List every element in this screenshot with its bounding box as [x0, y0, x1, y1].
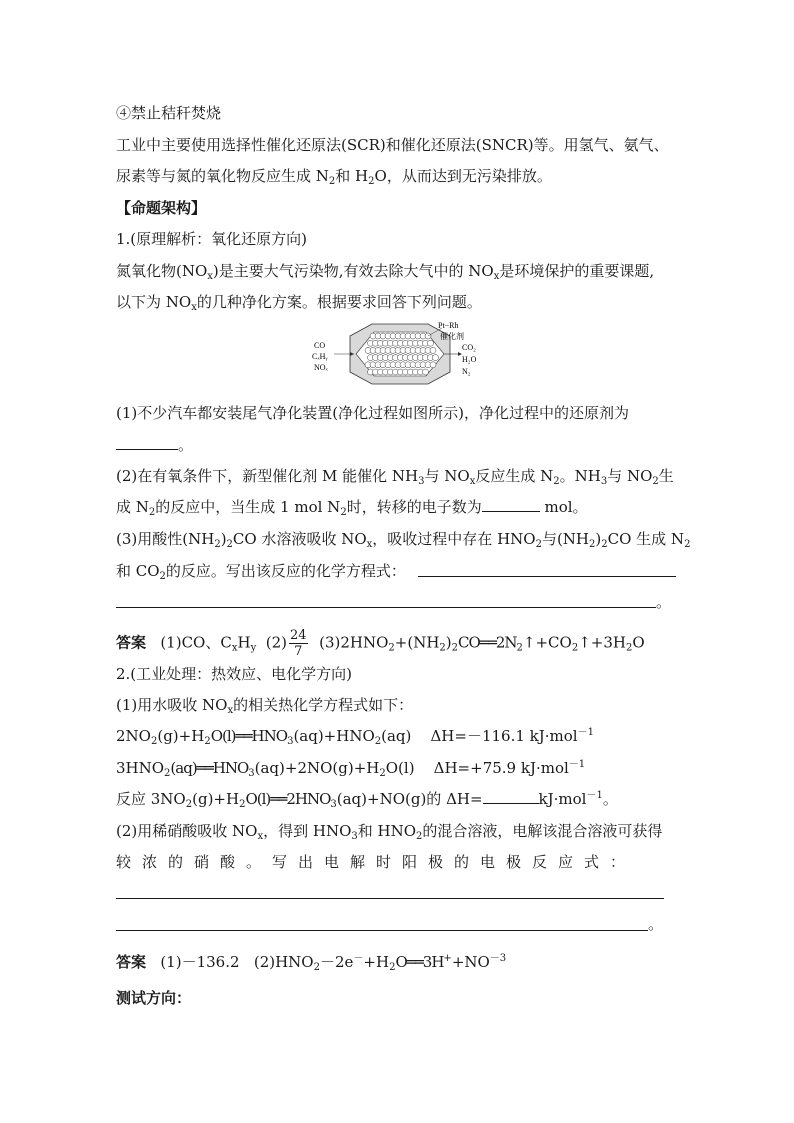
- answer-blank[interactable]: [482, 497, 540, 512]
- answer-1: 答案 (1)CO、$C_xH_y$ (2) $\frac{24}{7}$ $(3)2HNO_2+(NH_2)_2CO══2N_2↑+CO_2↑+3H_2O$: [116, 628, 645, 659]
- thermo-equation-1: $2NO_2(g)+H_2O(l)══HNO_3(aq)+HNO_2(aq)$ ΔH=－116.1 kJ·mol$^{-1}$: [116, 727, 594, 747]
- catalyst-bead: [428, 340, 434, 346]
- answer-2: 答案 (1)－136.2 $(2)HNO_2-2e^-+H_2O══3H^++NO^{-3}$: [116, 953, 507, 973]
- question-part: 成 $N_2$的反应中，当生成 1 mol $N_2$时，转移的电子数为 mol。: [116, 498, 588, 518]
- answer-blank[interactable]: [483, 789, 539, 804]
- question-title: 2.(工业处理：热效应、电化学方向): [116, 665, 353, 683]
- test-direction-label: 测试方向：: [116, 989, 192, 1007]
- catalyst-bead: [433, 355, 439, 361]
- catalytic-converter-diagram: [310, 322, 490, 386]
- fraction: $\frac{24}{7}$: [290, 628, 307, 659]
- section-heading: 【命题架构】: [116, 199, 207, 217]
- catalyst-bead: [430, 347, 436, 353]
- text-line: ④禁止秸秆焚烧: [116, 104, 222, 122]
- label-catalyst: 催化剂: [440, 332, 464, 341]
- label-h2o: H₂O: [462, 355, 477, 364]
- question-part: (1)不少汽车都安装尾气净化装置(净化过程如图所示)，净化过程中的还原剂为: [116, 404, 629, 422]
- question-part: (2)用稀硝酸吸收 $NO_x$，得到 $HNO_3$和 $HNO_2$的混合溶液，电解该混合溶液可获得: [116, 822, 663, 842]
- question-title: 1.(原理解析：氧化还原方向): [116, 230, 308, 248]
- catalyst-bead: [430, 362, 436, 368]
- text-line: 尿素等与氮的氧化物反应生成 $N_2$和 $H_2O$，从而达到无污染排放。: [116, 167, 552, 187]
- period: 。: [648, 915, 664, 933]
- question-part: 较浓的硝酸。写出电解时阳极的电极反应式：: [116, 853, 637, 871]
- question-part: (1)用水吸收 $NO_x$的相关热化学方程式如下：: [116, 696, 414, 716]
- period: 。: [656, 593, 672, 611]
- answer-line[interactable]: [418, 576, 676, 577]
- label-pt-rh: Pt−Rh: [438, 322, 459, 330]
- answer-line[interactable]: [116, 930, 648, 931]
- answer-blank[interactable]: [116, 435, 178, 450]
- question-part: 和 $CO_2$的反应。写出该反应的化学方程式：: [116, 562, 406, 582]
- text-line: 氮氧化物$(NO_x)$是主要大气污染物,有效去除大气中的 $NO_x$是环境保护的重要课题,: [116, 262, 655, 282]
- text-line: 工业中主要使用选择性催化还原法(SCR)和催化还原法(SNCR)等。用氢气、氨气、: [116, 136, 669, 154]
- label-co2: CO₂: [462, 343, 476, 352]
- question-part: (2)在有氧条件下，新型催化剂 M 能催化 $NH_3$与 $NO_x$反应生成 $N_2$。$NH_3$与 $NO_2$生: [116, 467, 674, 487]
- answer-line[interactable]: [116, 607, 656, 608]
- label-cxhy: CₓHᵧ: [312, 352, 328, 361]
- label-co: CO: [314, 341, 326, 350]
- catalyst-bead: [423, 369, 429, 375]
- answer-blank-line: 。: [116, 435, 193, 455]
- thermo-equation-2: $3HNO_2(aq)══HNO_3(aq)+2NO(g)+H_2O(l)$ ΔH=+75.9 kJ·mol$^{-1}$: [116, 759, 586, 779]
- question-part: (3)用酸性$(NH_2)_2CO$ 水溶液吸收 $NO_x$，吸收过程中存在 $HNO_2$与$(NH_2)_2CO$ 生成 $N_2$: [116, 530, 691, 550]
- label-n2: N₂: [462, 367, 471, 376]
- label-nox: NOₓ: [314, 363, 328, 372]
- thermo-equation-3: 反应 $3NO_2(g)+H_2O(l)══2HNO_3(aq)+NO(g)$的 ΔH= kJ·mol$^{-1}$。: [116, 790, 618, 810]
- text-line: 以下为 $NO_x$的几种净化方案。根据要求回答下列问题。: [116, 293, 482, 313]
- answer-line[interactable]: [116, 898, 664, 899]
